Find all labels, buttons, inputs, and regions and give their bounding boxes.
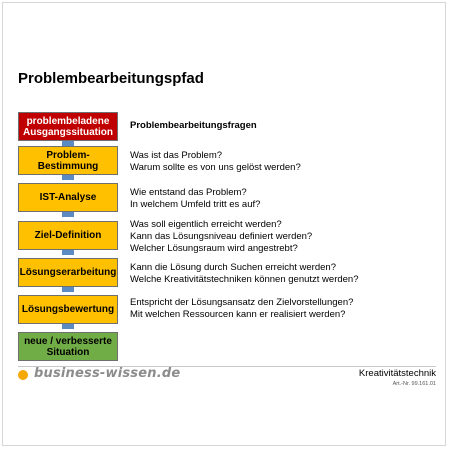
- step-loesungsbewertung: Lösungsbewertung: [18, 295, 118, 324]
- brand-logo: business-wissen.de: [34, 366, 181, 381]
- step-problem-bestimmung: Problem- Bestimmung: [18, 146, 118, 175]
- questions-header: Problembearbeitungsfragen: [130, 120, 257, 131]
- step-ziel-definition: Ziel-Definition: [18, 221, 118, 250]
- step-connector: [62, 175, 74, 180]
- questions-loesungsbewertung: Entspricht der Lösungsansatz den Zielvorstellungen? Mit welchen Ressourcen kann er realisiert werden?: [130, 297, 354, 320]
- questions-loesungserarbeitung: Kann die Lösung durch Suchen erreicht werden? Welche Kreativitätstechniken können genutzt werden?: [130, 262, 359, 285]
- page-title: Problembearbeitungspfad: [18, 70, 204, 87]
- questions-problem-bestimmung: Was ist das Problem? Warum sollte es von uns gelöst werden?: [130, 150, 301, 173]
- footer-category: Kreativitätstechnik: [358, 368, 436, 379]
- step-loesungserarbeitung: Lösungserarbeitung: [18, 258, 118, 287]
- questions-ziel-definition: Was soll eigentlich erreicht werden? Kann das Lösungsniveau definiert werden? Welcher Lösungsraum wird angestrebt?: [130, 219, 313, 254]
- logo-dot-icon: [18, 370, 28, 380]
- step-connector: [62, 287, 74, 292]
- step-connector: [62, 324, 74, 329]
- footer-article-number: Art.-Nr. 99.161.01: [392, 381, 436, 387]
- step-ist-analyse: IST-Analyse: [18, 183, 118, 212]
- step-neue-situation: neue / verbesserte Situation: [18, 332, 118, 361]
- step-ausgangssituation: problembeladene Ausgangssituation: [18, 112, 118, 141]
- step-connector: [62, 212, 74, 217]
- step-connector: [62, 250, 74, 255]
- questions-ist-analyse: Wie entstand das Problem? In welchem Umfeld tritt es auf?: [130, 187, 261, 210]
